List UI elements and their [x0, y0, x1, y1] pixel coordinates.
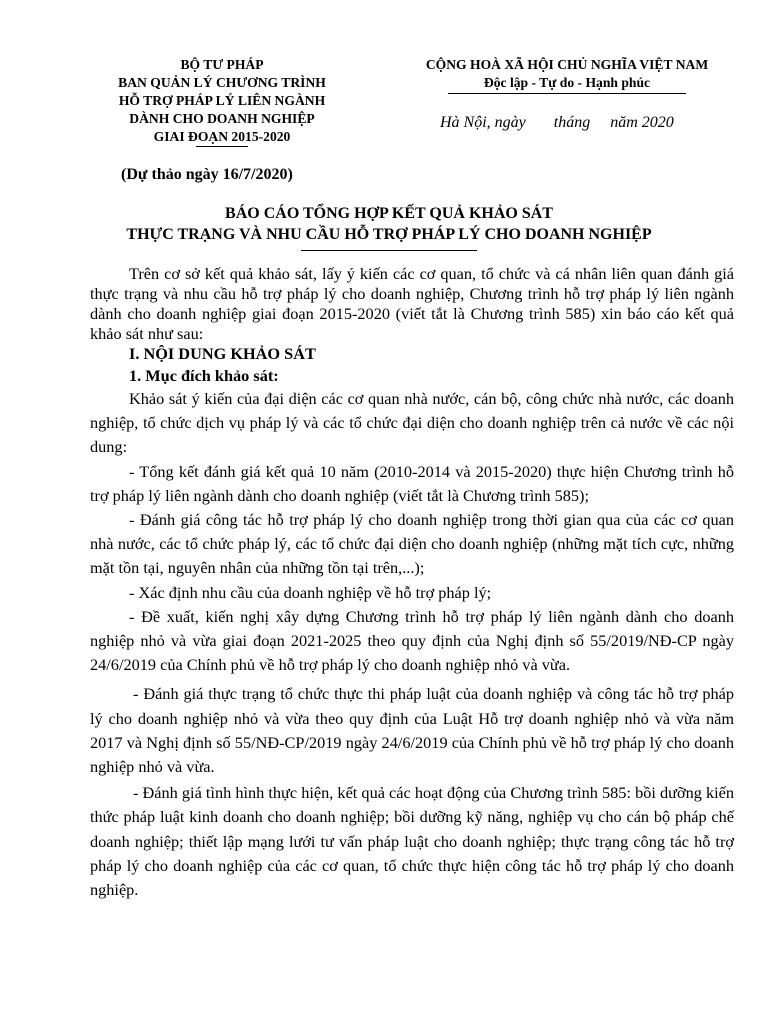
bullet-item: - Đánh giá tình hình thực hiện, kết quả các hoạt động của Chương trình 585: bồi dưỡng kiến thức pháp luật kinh doanh cho doanh nghiệp; bồi dưỡng kỹ năng, nghiệp vụ cho cán bộ pháp chế doanh nghiệp; thiết lập mạng lưới tư vấn pháp luật cho doanh nghiệp; thực trạng công tác hỗ trợ pháp lý cho doanh nghiệp của các cơ quan, tổ chức thực hiện công tác hỗ trợ pháp lý cho doanh nghiệp.	[90, 783, 734, 900]
title-divider	[301, 250, 477, 251]
bullet-item: - Đề xuất, kiến nghị xây dựng Chương trình hỗ trợ pháp lý liên ngành dành cho doanh nghiệp nhỏ và vừa giai đoạn 2021-2025 theo quy định của Nghị định số 55/2019/NĐ-CP ngày 24/6/2019 của Chính phủ về hỗ trợ pháp lý cho doanh nghiệp nhỏ và vừa.	[90, 606, 734, 675]
title-line-1: BÁO CÁO TỔNG HỢP KẾT QUẢ KHẢO SÁT	[225, 205, 553, 222]
subsection-heading: 1. Mục đích khảo sát:	[129, 366, 279, 385]
bullet-item: - Đánh giá thực trạng tổ chức thực thi pháp luật của doanh nghiệp và công tác hỗ trợ pháp lý cho doanh nghiệp nhỏ và vừa theo quy định của Luật Hỗ trợ doanh nghiệp nhỏ và vừa năm 2017 và Nghị định số 55/NĐ-CP/2019 ngày 24/6/2019 của Chính phủ về hỗ trợ pháp lý cho doanh nghiệp nhỏ và vừa.	[90, 684, 734, 777]
national-motto: Độc lập - Tự do - Hạnh phúc	[483, 75, 651, 90]
draft-note: (Dự thảo ngày 16/7/2020)	[121, 166, 293, 183]
document-body	[90, 264, 734, 902]
agency-header	[72, 56, 372, 147]
agency-underline	[196, 146, 248, 147]
bullet-item: - Xác định nhu cầu của doanh nghiệp về hỗ trợ pháp lý;	[129, 582, 492, 602]
agency-line: BAN QUẢN LÝ CHƯƠNG TRÌNH	[118, 75, 326, 90]
agency-line: HỖ TRỢ PHÁP LÝ LIÊN NGÀNH	[118, 93, 326, 108]
agency-line: GIAI ĐOẠN 2015-2020	[153, 129, 291, 144]
motto-underline	[448, 93, 686, 94]
date-line: Hà Nội, ngày tháng năm 2020	[440, 114, 674, 131]
title-line-2: THỰC TRẠNG VÀ NHU CẦU HỖ TRỢ PHÁP LÝ CHO DOANH NGHIỆP	[126, 226, 652, 243]
section-heading: I. NỘI DUNG KHẢO SÁT	[129, 344, 316, 363]
bullet-item: - Đánh giá công tác hỗ trợ pháp lý cho doanh nghiệp trong thời gian qua của các cơ quan nhà nước, các tổ chức pháp lý, các tổ chức đại diện cho doanh nghiệp (những mặt tích cực, những mặt tồn tại, nguyên nhân của những tồn tại trên,...);	[90, 510, 734, 578]
agency-line: DÀNH CHO DOANH NGHIỆP	[129, 111, 315, 126]
national-header	[384, 56, 750, 94]
purpose-paragraph: Khảo sát ý kiến của đại diện các cơ quan nhà nước, cán bộ, công chức nhà nước, các doanh nghiệp, tổ chức dịch vụ pháp lý và các tổ chức đại diện cho doanh nghiệp trên cả nước về các nội dung:	[90, 389, 734, 457]
national-title: CỘNG HOÀ XÃ HỘI CHỦ NGHĨA VIỆT NAM	[425, 57, 709, 72]
bullet-item: - Tổng kết đánh giá kết quả 10 năm (2010-2014 và 2015-2020) thực hiện Chương trình hỗ trợ pháp lý liên ngành dành cho doanh nghiệp (viết tắt là Chương trình 585);	[90, 461, 734, 505]
intro-paragraph: Trên cơ sở kết quả khảo sát, lấy ý kiến các cơ quan, tổ chức và cá nhân liên quan đánh giá thực trạng và nhu cầu hỗ trợ pháp lý cho doanh nghiệp, Chương trình hỗ trợ pháp lý liên ngành dành cho doanh nghiệp giai đoạn 2015-2020 (viết tắt là Chương trình 585) xin báo cáo kết quả khảo sát như sau:	[90, 264, 734, 343]
report-title	[72, 203, 706, 251]
agency-line: BỘ TƯ PHÁP	[180, 57, 264, 72]
